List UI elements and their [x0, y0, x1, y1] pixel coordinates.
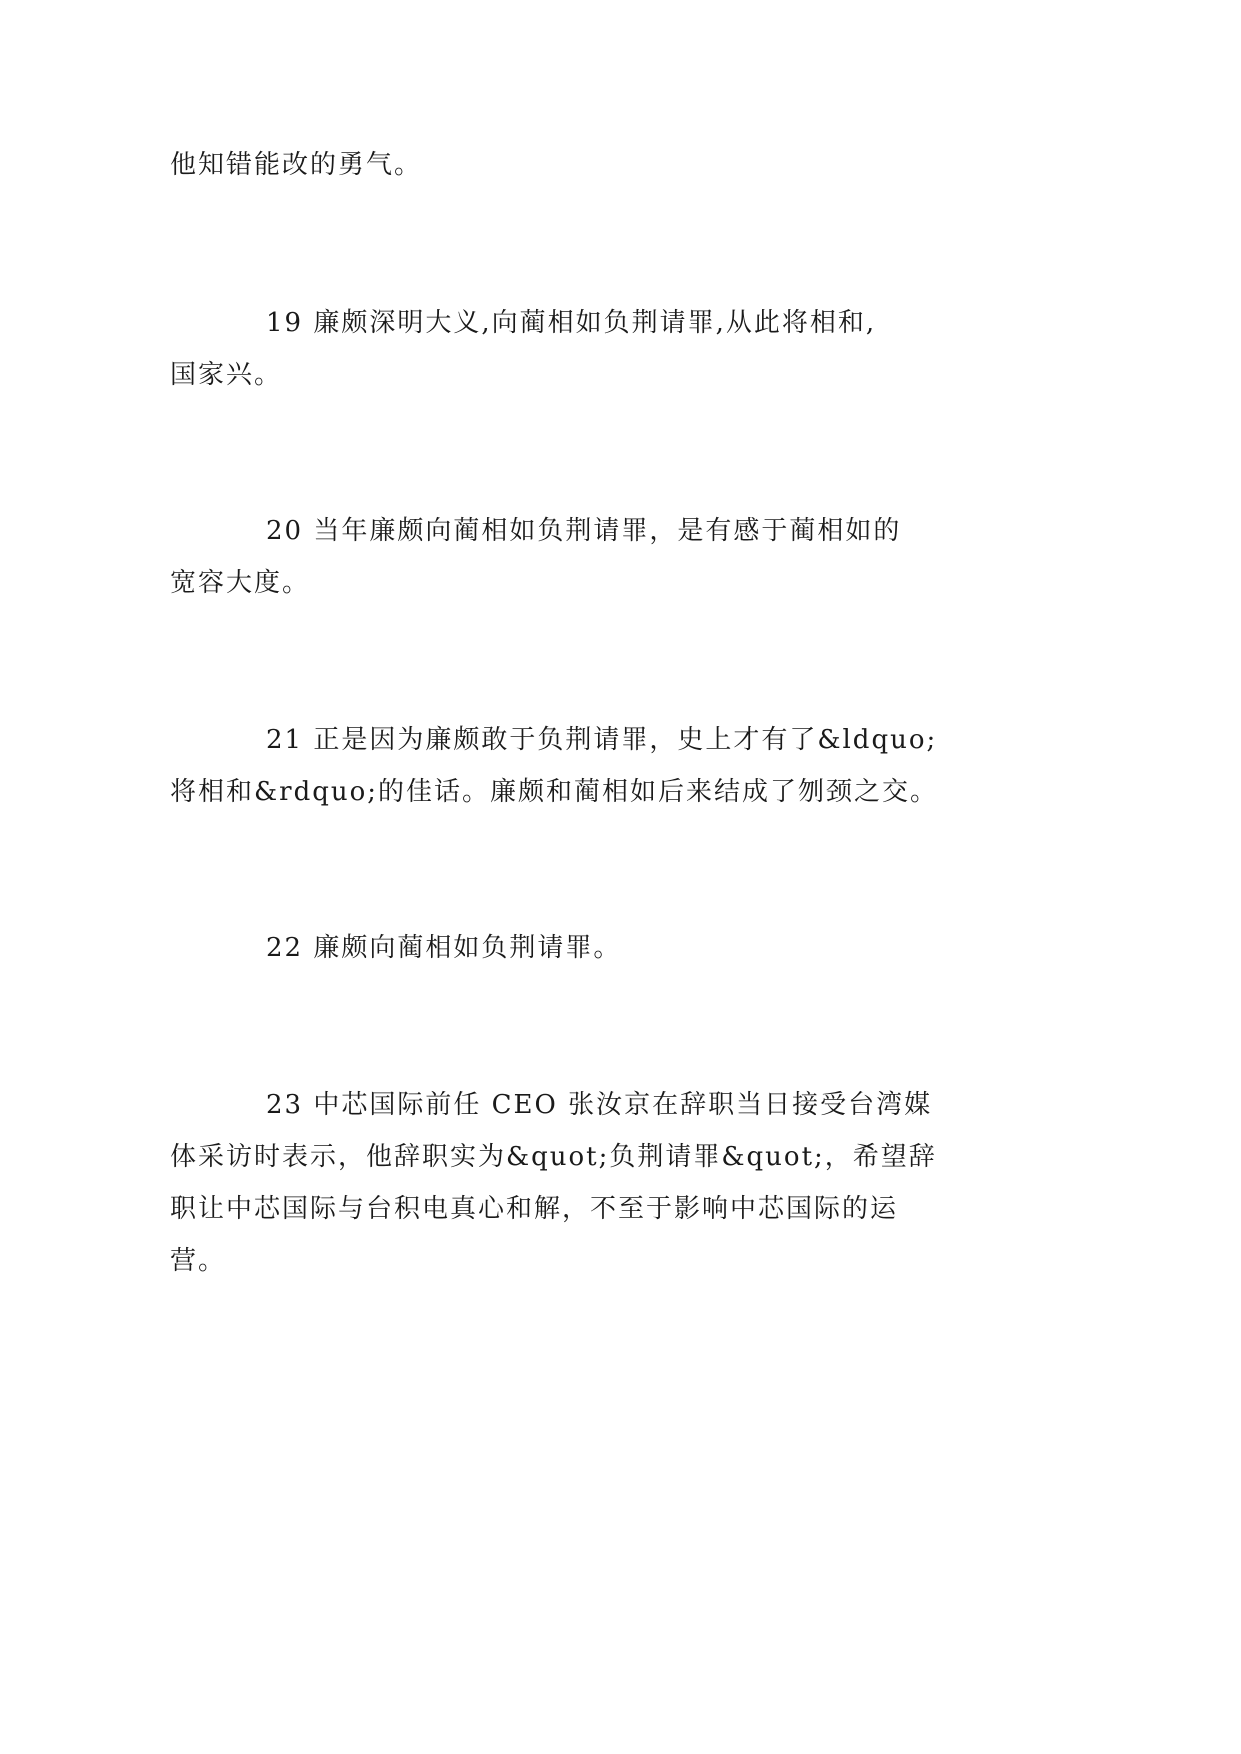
- paragraph-19-line-1: 19 廉颇深明大义,向蔺相如负荆请罪,从此将相和,: [266, 308, 877, 338]
- paragraph-23-line-4: 营。: [170, 1246, 227, 1276]
- paragraph-20-line-2: 宽容大度。: [170, 568, 311, 598]
- paragraph-23-line-2: 体采访时表示，他辞职实为&quot;负荆请罪&quot;，希望辞: [170, 1142, 937, 1172]
- paragraph-21-line-2: 将相和&rdquo;的佳话。廉颇和蔺相如后来结成了刎颈之交。: [170, 777, 939, 807]
- paragraph-22-line-1: 22 廉颇向蔺相如负荆请罪。: [266, 933, 622, 963]
- paragraph-18-line-2: 他知错能改的勇气。: [170, 150, 423, 180]
- paragraph-21-line-1: 21 正是因为廉颇敢于负荆请罪，史上才有了&ldquo;: [266, 725, 938, 755]
- paragraph-23-line-3: 职让中芯国际与台积电真心和解，不至于影响中芯国际的运: [170, 1194, 899, 1224]
- paragraph-23-line-1: 23 中芯国际前任 CEO 张汝京在辞职当日接受台湾媒: [266, 1090, 933, 1120]
- paragraph-19-line-2: 国家兴。: [170, 360, 283, 390]
- paragraph-20-line-1: 20 当年廉颇向蔺相如负荆请罪，是有感于蔺相如的: [266, 516, 902, 546]
